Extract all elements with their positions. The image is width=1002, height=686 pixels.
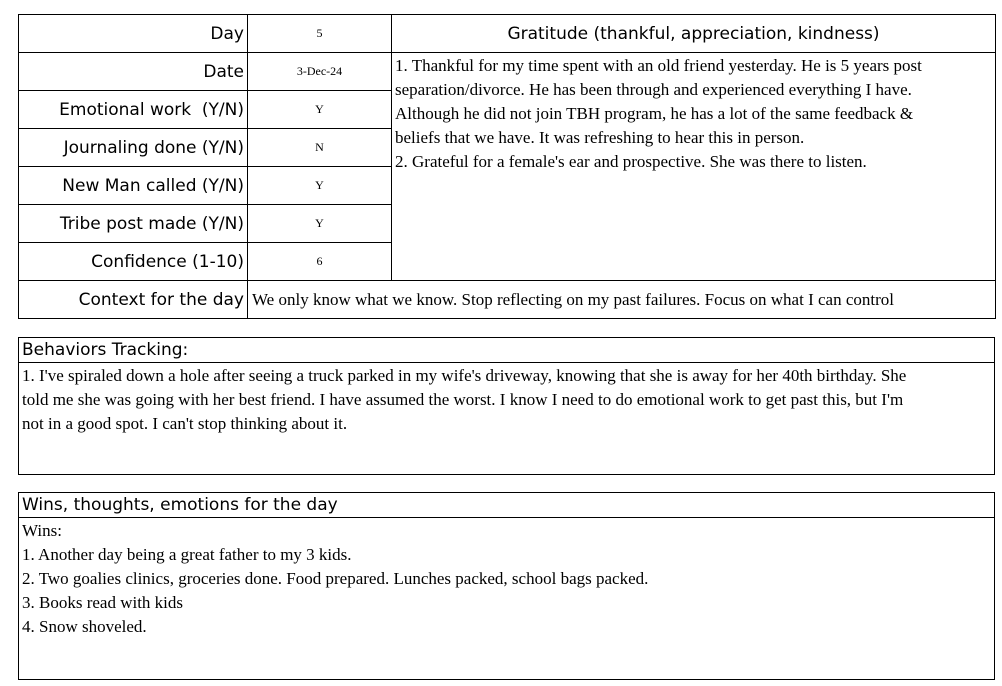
daily-summary-table (18, 14, 996, 319)
day-value[interactable]: 5 (248, 15, 392, 53)
day-label: Day (19, 15, 248, 53)
context-row (19, 281, 996, 319)
tribe-post-label: Tribe post made (Y/N) (19, 205, 248, 243)
day-row (19, 15, 996, 53)
emotional-work-value[interactable]: Y (248, 91, 392, 129)
gratitude-line: 1. Thankful for my time spent with an old friend yesterday. He is 5 years post (395, 56, 922, 75)
wins-line: 1. Another day being a great father to my 3 kids. (22, 545, 352, 564)
gratitude-line: Although he did not join TBH program, he has a lot of the same feedback & (395, 104, 914, 123)
wins-content[interactable] (19, 518, 994, 639)
behaviors-line: not in a good spot. I can't stop thinking about it. (22, 414, 348, 433)
wins-line: 4. Snow shoveled. (22, 617, 147, 636)
gratitude-line: separation/divorce. He has been through and experienced everything I have. (395, 80, 912, 99)
new-man-value[interactable]: Y (248, 167, 392, 205)
context-label: Context for the day (19, 281, 248, 319)
tribe-post-value[interactable]: Y (248, 205, 392, 243)
emotional-work-label: Emotional work (Y/N) (19, 91, 248, 129)
date-row (19, 53, 996, 91)
wins-line: 3. Books read with kids (22, 593, 184, 612)
wins-box (18, 492, 995, 680)
behaviors-line: told me she was going with her best friend. I have assumed the worst. I know I need to do emotional work to get past this, but I'm (22, 390, 904, 409)
behaviors-title: Behaviors Tracking: (19, 338, 994, 363)
confidence-value[interactable]: 6 (248, 243, 392, 281)
date-value[interactable]: 3-Dec-24 (248, 53, 392, 91)
new-man-label: New Man called (Y/N) (19, 167, 248, 205)
date-label: Date (19, 53, 248, 91)
context-value[interactable]: We only know what we know. Stop reflecting on my past failures. Focus on what I can control (248, 281, 996, 319)
gratitude-title: Gratitude (thankful, appreciation, kindness) (392, 15, 996, 53)
journaling-label: Journaling done (Y/N) (19, 129, 248, 167)
confidence-label: Confidence (1-10) (19, 243, 248, 281)
wins-line: Wins: (22, 521, 62, 540)
wins-line: 2. Two goalies clinics, groceries done. Food prepared. Lunches packed, school bags packed. (22, 569, 649, 588)
behaviors-line: 1. I've spiraled down a hole after seeing a truck parked in my wife's driveway, knowing that she is away for her 40th birthday. She (22, 366, 907, 385)
gratitude-line: beliefs that we have. It was refreshing to hear this in person. (395, 128, 805, 147)
gratitude-content[interactable] (392, 53, 996, 281)
journaling-value[interactable]: N (248, 129, 392, 167)
behaviors-box (18, 337, 995, 475)
behaviors-content[interactable] (19, 363, 994, 436)
wins-title: Wins, thoughts, emotions for the day (19, 493, 994, 518)
gratitude-line: 2. Grateful for a female's ear and prospective. She was there to listen. (395, 152, 867, 171)
